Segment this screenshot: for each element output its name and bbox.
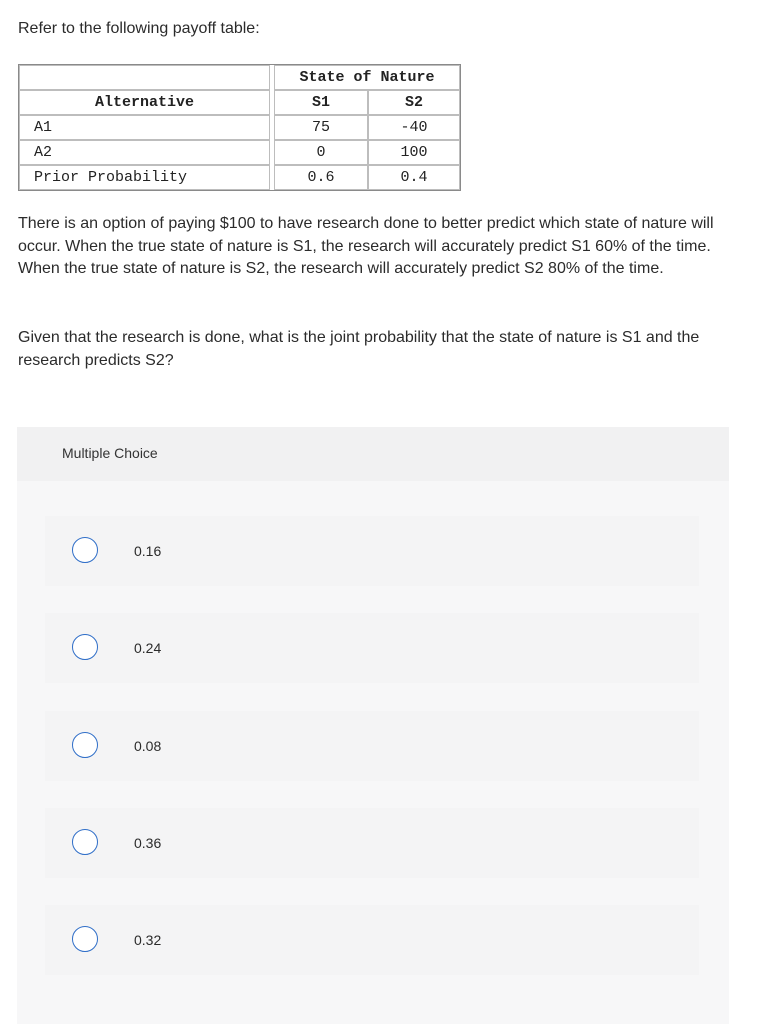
table-row [19, 165, 460, 190]
research-description: There is an option of paying $100 to have research done to better predict which state of nature will occur. When the true state of nature is S1, the research will accurately predict S1 60% of the time. When the true state of nature is S2, the research will accurately predict S2 80% of the time. [18, 215, 714, 277]
answer-option[interactable] [45, 808, 699, 878]
cell-s1: 0 [274, 140, 368, 165]
cell-s2: -40 [368, 115, 460, 140]
radio-button[interactable] [72, 732, 98, 758]
payoff-table [18, 64, 461, 191]
row-label: A1 [19, 115, 270, 140]
radio-button[interactable] [72, 829, 98, 855]
table-header-row [19, 65, 460, 90]
row-label: Prior Probability [19, 165, 270, 190]
answer-option[interactable] [45, 711, 699, 781]
option-label: 0.08 [134, 738, 162, 754]
cell-s1: 0.6 [274, 165, 368, 190]
s1-header: S1 [274, 90, 368, 115]
table-empty-corner [19, 65, 270, 90]
option-label: 0.16 [134, 543, 162, 559]
intro-text: Refer to the following payoff table: [18, 20, 260, 37]
table-row [19, 115, 460, 140]
multiple-choice-header [17, 427, 729, 481]
radio-button[interactable] [72, 926, 98, 952]
answer-option[interactable] [45, 516, 699, 586]
table-row [19, 140, 460, 165]
alternative-header: Alternative [19, 90, 270, 115]
multiple-choice-title: Multiple Choice [62, 445, 158, 461]
option-label: 0.32 [134, 932, 162, 948]
table-subheader-row [19, 90, 460, 115]
state-of-nature-header: State of Nature [274, 65, 460, 90]
multiple-choice-panel [17, 427, 729, 1024]
answer-option[interactable] [45, 613, 699, 683]
option-label: 0.24 [134, 640, 162, 656]
option-label: 0.36 [134, 835, 162, 851]
cell-s1: 75 [274, 115, 368, 140]
radio-button[interactable] [72, 634, 98, 660]
s2-header: S2 [368, 90, 460, 115]
answer-option[interactable] [45, 905, 699, 975]
cell-s2: 0.4 [368, 165, 460, 190]
row-label: A2 [19, 140, 270, 165]
radio-button[interactable] [72, 537, 98, 563]
question-text: Given that the research is done, what is the joint probability that the state of nature is S1 and the research predicts S2? [18, 329, 700, 369]
cell-s2: 100 [368, 140, 460, 165]
